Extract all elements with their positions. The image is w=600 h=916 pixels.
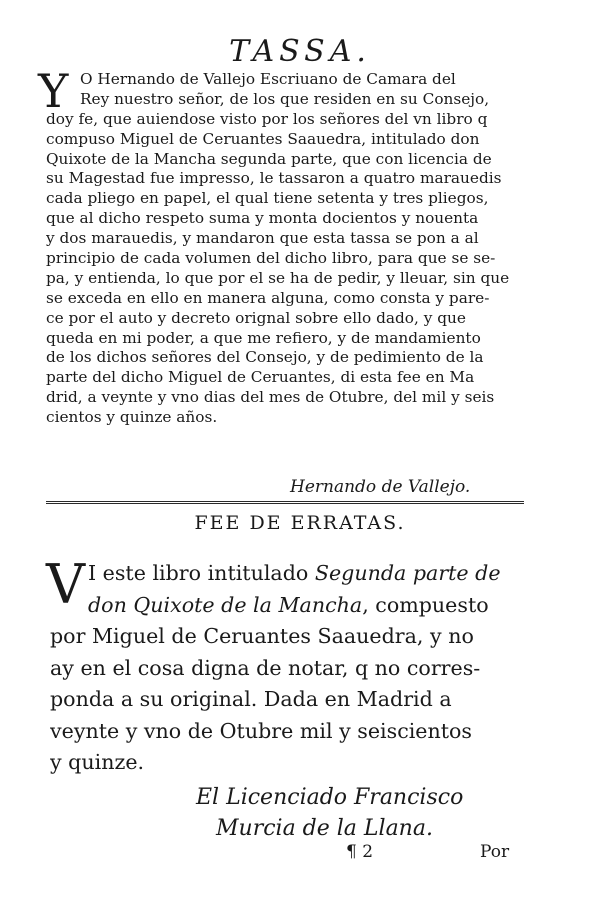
section-divider — [46, 501, 524, 504]
tassa-signature: Hernando de Vallejo. — [290, 477, 471, 497]
tassa-line: su Magestad fue impresso, le tassaron a quatro marauedis — [46, 169, 502, 188]
tassa-line: ce por el auto y decreto orignal sobre ello dado, y que — [46, 308, 466, 327]
tassa-body — [38, 64, 526, 428]
errata-dropcap: V — [46, 553, 85, 616]
tassa-line: cada pliego en papel, el qual tiene setenta y tres pliegos, — [46, 189, 489, 208]
signature-mark: ¶ 2 — [346, 842, 374, 862]
errata-title: FEE DE ERRATAS. — [194, 512, 406, 534]
tassa-line: que al dicho respeto suma y monta docientos y nouenta — [46, 209, 479, 228]
tassa-line: Quixote de la Mancha segunda parte, que con licencia de — [46, 149, 492, 168]
errata-signature-line: El Licenciado Francisco — [196, 785, 464, 810]
tassa-line: Rey nuestro señor, de los que residen en su Consejo, — [80, 89, 490, 108]
errata-body — [46, 553, 530, 779]
errata-line-text: , compuesto — [362, 592, 489, 617]
tassa-title: TASSA. — [229, 34, 371, 69]
tassa-line: y dos marauedis, y mandaron que esta tassa se pon a al — [46, 229, 479, 248]
errata-line: y quinze. — [50, 750, 145, 774]
tassa-line: se exceda en ello en manera alguna, como consta y pare- — [46, 288, 490, 307]
errata-book-title: don Quixote de la Mancha — [88, 592, 363, 617]
errata-line — [50, 590, 530, 622]
tassa-line: compuso Miguel de Ceruantes Saauedra, intitulado don — [46, 129, 480, 148]
errata-signature-line: Murcia de la Llana. — [216, 816, 433, 841]
tassa-dropcap: Y — [38, 64, 69, 118]
errata-line — [50, 558, 530, 590]
tassa-line: pa, y entienda, lo que por el se ha de pedir, y lleuar, sin que — [46, 268, 510, 287]
tassa-line: doy fe, que auiendose visto por los señores del vn libro q — [46, 109, 488, 128]
tassa-line: queda en mi poder, a que me refiero, y de mandamiento — [46, 328, 481, 347]
errata-signature — [196, 782, 463, 844]
tassa-line: cientos y quinze años. — [46, 408, 218, 427]
errata-line: ponda a su original. Dada en Madrid a — [50, 687, 452, 711]
tassa-line: parte del dicho Miguel de Ceruantes, di esta fee en Ma — [46, 368, 475, 387]
tassa-line: principio de cada volumen del dicho libro, para que se se- — [46, 249, 496, 268]
errata-line-text: I este libro intitulado — [88, 561, 315, 585]
errata-line: veynte y vno de Otubre mil y seiscientos — [50, 718, 473, 743]
tassa-line: O Hernando de Vallejo Escriuano de Camara del — [80, 70, 456, 88]
catchword: Por — [480, 842, 510, 862]
errata-line: ay en el cosa digna de notar, q no corres- — [50, 655, 481, 680]
errata-book-title: Segunda parte de — [314, 561, 501, 585]
tassa-line: de los dichos señores del Consejo, y de pedimiento de la — [46, 348, 484, 367]
errata-line: por Miguel de Ceruantes Saauedra, y no — [50, 624, 474, 648]
tassa-line: drid, a veynte y vno dias del mes de Otubre, del mil y seis — [46, 388, 495, 407]
